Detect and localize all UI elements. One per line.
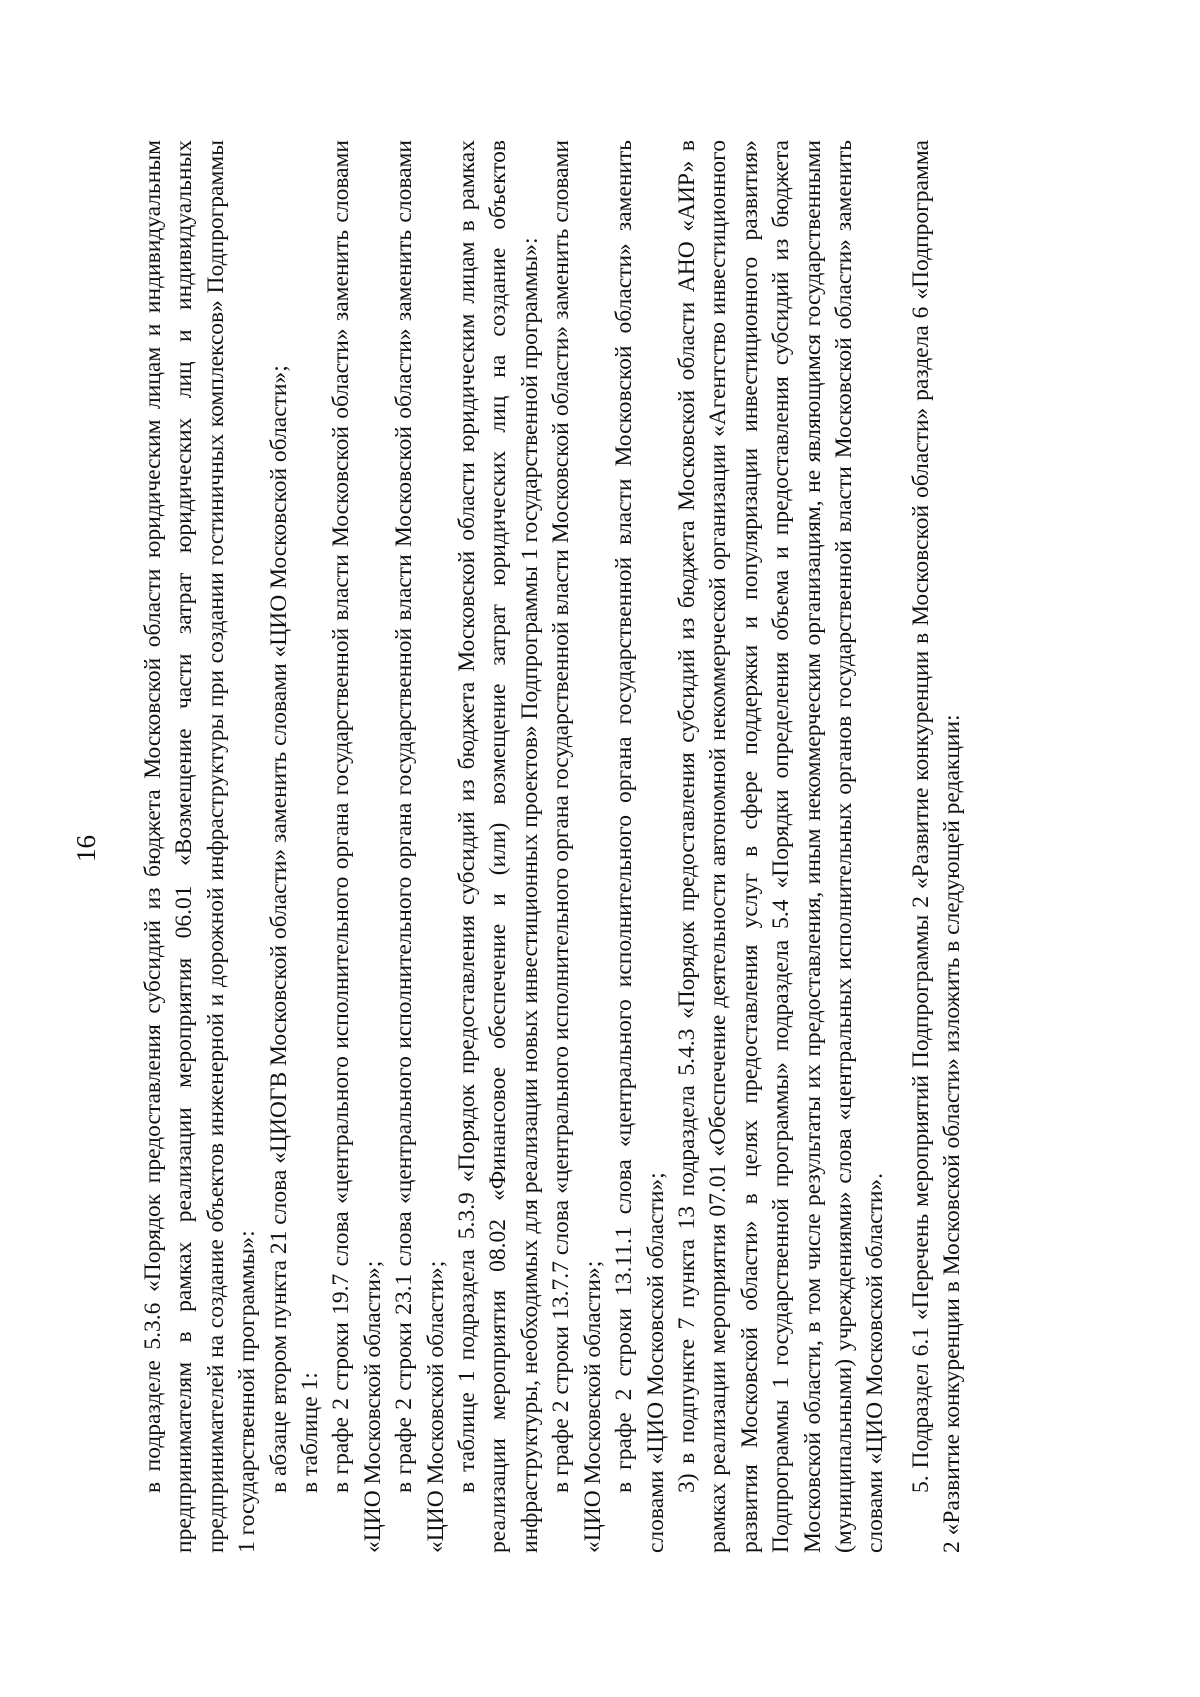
paragraph-row-23-1: в графе 2 строки 23.1 слова «центрального исполнительного органа государственной власти Московской области» заменить словами «ЦИО Московской области»;	[391, 140, 449, 1553]
paragraph-item-21: в абзаце втором пункта 21 слова «ЦИОГВ Московской области» заменить словами «ЦИО Московской области»;	[265, 365, 292, 1493]
paragraph-row-13-11-1: в графе 2 строки 13.11.1 слова «центрального исполнительного органа государственной власти Московской области» заменить словами «ЦИО Московской области»;	[611, 140, 669, 1553]
paragraph-subsection-6-1: 5. Подраздел 6.1 «Перечень мероприятий Подпрограммы 2 «Развитие конкуренции в Московской области» раздела 6 «Подпрограмма 2 «Развитие конкуренции в Московской области» изложить в следующей редакции:	[907, 140, 966, 1553]
document-body	[138, 140, 969, 1553]
paragraph-subsection-5-4-3: 3) в подпункте 7 пункта 13 подраздела 5.4.3 «Порядок предоставления субсидий из бюджета Московской области АНО «АИР» в рамках реализации мероприятия 07.01 «Обеспечение деятельности автономной некоммерческой организации «Агентство инвестиционного развития Московской области» в целях предоставления услуг в сфере поддержки и популяризации инвестиционного развития» Подпрограммы 1 государственной программы» подраздела 5.4 «Порядки определения объема и предоставления субсидий из бюджета Московской области, в том числе результаты их предоставления, иным некоммерческим организациям, не являющимся государственными (муниципальными) учреждениями» слова «центральных исполнительных органов государственной власти Московской области» заменить словами «ЦИО Московской области».	[673, 140, 889, 1553]
paragraph-subsection-5-3-6: в подразделе 5.3.6 «Порядок предоставления субсидий из бюджета Московской области юридическим лицам и индивидуальным предпринимателям в рамках реализации мероприятия 06.01 «Возмещение части затрат юридических лиц и индивидуальных предпринимателей на создание объектов инженерной и дорожной инфраструктуры при создании гостиничных комплексов» Подпрограммы 1 государственной программы»:	[140, 140, 261, 1553]
paragraph-row-19-7: в графе 2 строки 19.7 слова «центрального исполнительного органа государственной власти Московской области» заменить словами «ЦИО Московской области»;	[328, 140, 386, 1553]
paragraph-row-13-7-7: в графе 2 строки 13.7.7 слова «центрального исполнительного органа государственной власти Московской области» заменить словами «ЦИО Московской области»;	[548, 140, 606, 1553]
paragraph-subsection-5-3-9: в таблице 1 подраздела 5.3.9 «Порядок предоставления субсидий из бюджета Московской области юридическим лицам в рамках реализации мероприятия 08.02 «Финансовое обеспечение и (или) возмещение затрат юридических лиц на создание объектов инфраструктуры, необходимых для реализации новых инвестиционных проектов» Подпрограммы 1 государственной программы»:	[454, 140, 543, 1553]
page-number: 16	[71, 835, 101, 862]
paragraph-table-1: в таблице 1:	[297, 1372, 324, 1493]
